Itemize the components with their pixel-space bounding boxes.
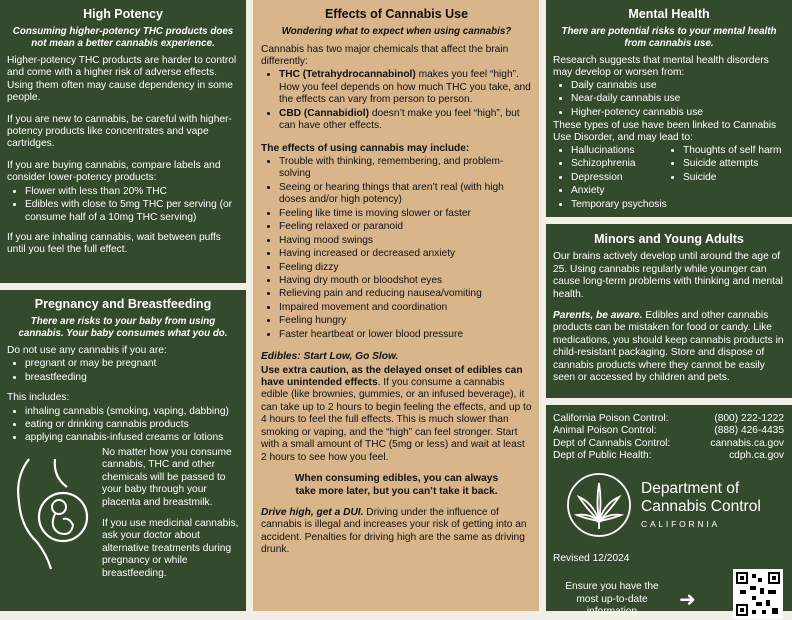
- list-item: • Having mood swings: [279, 235, 532, 247]
- list-item: • Thoughts of self harm: [683, 145, 782, 157]
- mental-health-subtitle: There are potential risks to your mental health from cannabis use.: [561, 26, 777, 49]
- list-item: • applying cannabis-infused creams or lotions: [25, 432, 239, 444]
- mental-health-p1: Research suggests that mental health disorders may develop or worsen from:: [553, 54, 769, 79]
- list-item: • Near-daily cannabis use: [571, 93, 785, 105]
- chemicals-list: [279, 69, 532, 132]
- list-item: • Having dry mouth or bloodshot eyes: [279, 275, 532, 287]
- pregnancy-icon: [7, 447, 102, 577]
- list-item: • Faster heartbeat or lower blood pressure: [279, 329, 532, 341]
- edibles-center: When consuming edibles, you can always take more later, but you can’t take it back.: [294, 473, 499, 497]
- pregnancy-p2: This includes:: [7, 392, 70, 404]
- contact-panel: [546, 405, 792, 618]
- effects-panel: [253, 0, 539, 611]
- high-potency-p4: If you are inhaling cannabis, wait between puffs until you feel the full effect.: [7, 232, 221, 256]
- cannabis-leaf-icon: [565, 471, 633, 539]
- edibles-paragraph: [261, 365, 532, 465]
- high-potency-title: High Potency: [83, 7, 163, 21]
- list-item: • Feeling relaxed or paranoid: [279, 221, 532, 233]
- list-item: • Edibles with close to 5mg THC per serving (or consume half of a 10mg THC serving): [25, 199, 239, 224]
- list-item: • Anxiety: [571, 185, 671, 197]
- list-item: • pregnant or may be pregnant: [25, 358, 239, 370]
- mental-health-list: [571, 80, 785, 119]
- list-item: • Trouble with thinking, remembering, and problem-solving: [279, 156, 532, 181]
- list-item: • Having increased or decreased anxiety: [279, 248, 532, 260]
- pregnancy-p4: If you use medicinal cannabis, ask your doctor about alternative treatments during pregnancy or while breastfeeding.: [102, 518, 239, 579]
- mental-health-title: Mental Health: [628, 7, 710, 21]
- edibles-text: . If you consume a cannabis edible (like brownies, gummies, or an infused beverage), it can take up to 2 hours to begin feeling the effects, and up to 4 hours to feel the full effects. This is much slower than smoking or vaping, and the “high” can feel stronger. Start with a small amount of THC (5mg or less) and wait at least 2 hours to see how you feel.: [261, 377, 532, 463]
- list-item: • Feeling dizzy: [279, 262, 532, 274]
- list-item: • inhaling cannabis (smoking, vaping, dabbing): [25, 406, 239, 418]
- high-potency-panel: [0, 0, 246, 283]
- contact-value: (888) 426-4435: [714, 425, 784, 437]
- arrow-right-icon: ➜: [679, 588, 696, 611]
- disorder-list-right: [683, 145, 782, 212]
- effects-list: [279, 156, 532, 341]
- contact-list: [553, 413, 784, 463]
- revised-date: Revised 12/2024: [553, 552, 630, 564]
- list-item: • Suicide: [683, 172, 782, 184]
- contact-label: Dept of Cannabis Control:: [553, 437, 671, 449]
- cbd-text: doesn’t make you feel “high”, but can have other effects.: [279, 107, 520, 132]
- contact-row: [553, 438, 784, 450]
- logo-line-3: CALIFORNIA: [641, 518, 721, 529]
- list-item: • Suicide attempts: [683, 158, 782, 170]
- contact-value[interactable]: cannabis.ca.gov: [710, 437, 784, 449]
- contact-row: [553, 413, 784, 425]
- contact-label: Animal Poison Control:: [553, 425, 657, 437]
- thc-bold: THC (Tetrahydrocannabinol): [279, 69, 416, 81]
- pregnancy-list-1: [25, 358, 239, 384]
- minors-panel: [546, 224, 792, 398]
- disorder-list-left: [571, 145, 671, 212]
- effects-title: Effects of Cannabis Use: [324, 7, 469, 21]
- pregnancy-p1: Do not use any cannabis if you are:: [7, 344, 167, 356]
- disorder-lists: [553, 145, 785, 212]
- minors-p1: Our brains actively develop until around the age of 25. Using cannabis regularly while younger can cause long-term problems with thinking and mental health.: [553, 251, 783, 300]
- list-item: • Relieving pain and reducing nausea/vomiting: [279, 288, 532, 300]
- update-text: Ensure you have the most up-to-date information: [565, 581, 659, 618]
- dui-bold: Drive high, get a DUI.: [261, 506, 364, 518]
- mental-health-panel: [546, 0, 792, 217]
- high-potency-p1: Higher-potency THC products are harder to control and come with a higher risk of adverse effects. Using them often may cause dependency in some people.: [7, 54, 237, 104]
- pregnancy-panel: [0, 290, 246, 611]
- thc-text: makes you feel “high”. How you feel depends on how much THC you take, and the effects can vary from person to person.: [279, 69, 531, 106]
- effects-intro: Cannabis has two major chemicals that affect the brain differently:: [261, 43, 509, 67]
- list-item: • Temporary psychosis: [571, 199, 671, 211]
- list-item: • Daily cannabis use: [571, 80, 785, 92]
- minors-title: Minors and Young Adults: [594, 232, 744, 246]
- list-item: • Seeing or hearing things that aren’t real (with high doses and/or high potency): [279, 182, 532, 207]
- list-item: • Feeling hungry: [279, 315, 532, 327]
- list-item: • Schizophrenia: [571, 158, 671, 170]
- list-item: [279, 69, 532, 106]
- edibles-bold: Use extra caution, as the delayed onset of edibles can have unintended effects: [261, 364, 523, 389]
- contact-label: California Poison Control:: [553, 413, 669, 424]
- list-item: [279, 108, 532, 133]
- effects-subtitle: Wondering what to expect when using cannabis?: [281, 26, 512, 38]
- edibles-title: Edibles: Start Low, Go Slow.: [261, 351, 399, 363]
- contact-label: Dept of Public Health:: [553, 450, 652, 462]
- parents-bold: Parents, be aware.: [553, 310, 643, 321]
- pregnancy-title: Pregnancy and Breastfeeding: [34, 297, 212, 311]
- logo-line-1: Department of: [641, 480, 740, 498]
- high-potency-p3: If you are buying cannabis, compare labels and consider lower-potency products:: [7, 159, 221, 184]
- list-item: • Higher-potency cannabis use: [571, 107, 785, 119]
- contact-value[interactable]: cdph.ca.gov: [729, 450, 784, 462]
- minors-p2: [553, 310, 785, 385]
- dui-paragraph: [261, 507, 532, 557]
- cbd-bold: CBD (Cannabidiol): [279, 107, 369, 119]
- high-potency-subtitle: Consuming higher-potency THC products does not mean a better cannabis experience.: [12, 26, 234, 49]
- list-item: • Depression: [571, 172, 671, 184]
- high-potency-p2: If you are new to cannabis, be careful with higher-potency products like concentrates and vape cartridges.: [7, 113, 232, 150]
- logo-line-2: Cannabis Control: [641, 498, 761, 516]
- minors-p2-text: Edibles and other cannabis products can be mistaken for food or candy. Like medications, you should keep cannabis products in child-resistant packaging. Store and dispose of cannabis products where they cannot be easily seen or accessed by children and pets.: [553, 310, 784, 384]
- pregnancy-list-2: [25, 406, 239, 445]
- list-item: • Flower with less than 20% THC: [25, 186, 239, 198]
- dcc-logo: [565, 471, 784, 539]
- list-item: • Hallucinations: [571, 145, 671, 157]
- effects-heading: The effects of using cannabis may include:: [261, 142, 470, 154]
- list-item: • eating or drinking cannabis products: [25, 419, 239, 431]
- high-potency-list: [25, 186, 239, 224]
- contact-row: [553, 450, 784, 462]
- list-item: • breastfeeding: [25, 372, 239, 384]
- contact-row: [553, 425, 784, 437]
- list-item: • Feeling like time is moving slower or faster: [279, 208, 532, 220]
- dui-text: Driving under the influence of cannabis is illegal and increases your risk of getting into an accident. Penalties for driving high are the same as driving drunk.: [261, 506, 527, 556]
- list-item: • Impaired movement and coordination: [279, 302, 532, 314]
- mental-health-p2: These types of use have been linked to Cannabis Use Disorder, and may lead to:: [553, 119, 777, 144]
- pregnancy-p3: No matter how you consume cannabis, THC and other chemicals will be passed to your baby through your placenta and breastmilk.: [102, 446, 232, 508]
- pregnancy-subtitle: There are risks to your baby from using cannabis. Your baby consumes what you do.: [18, 316, 228, 339]
- contact-value: (800) 222-1222: [714, 413, 784, 424]
- qr-code[interactable]: [733, 569, 783, 619]
